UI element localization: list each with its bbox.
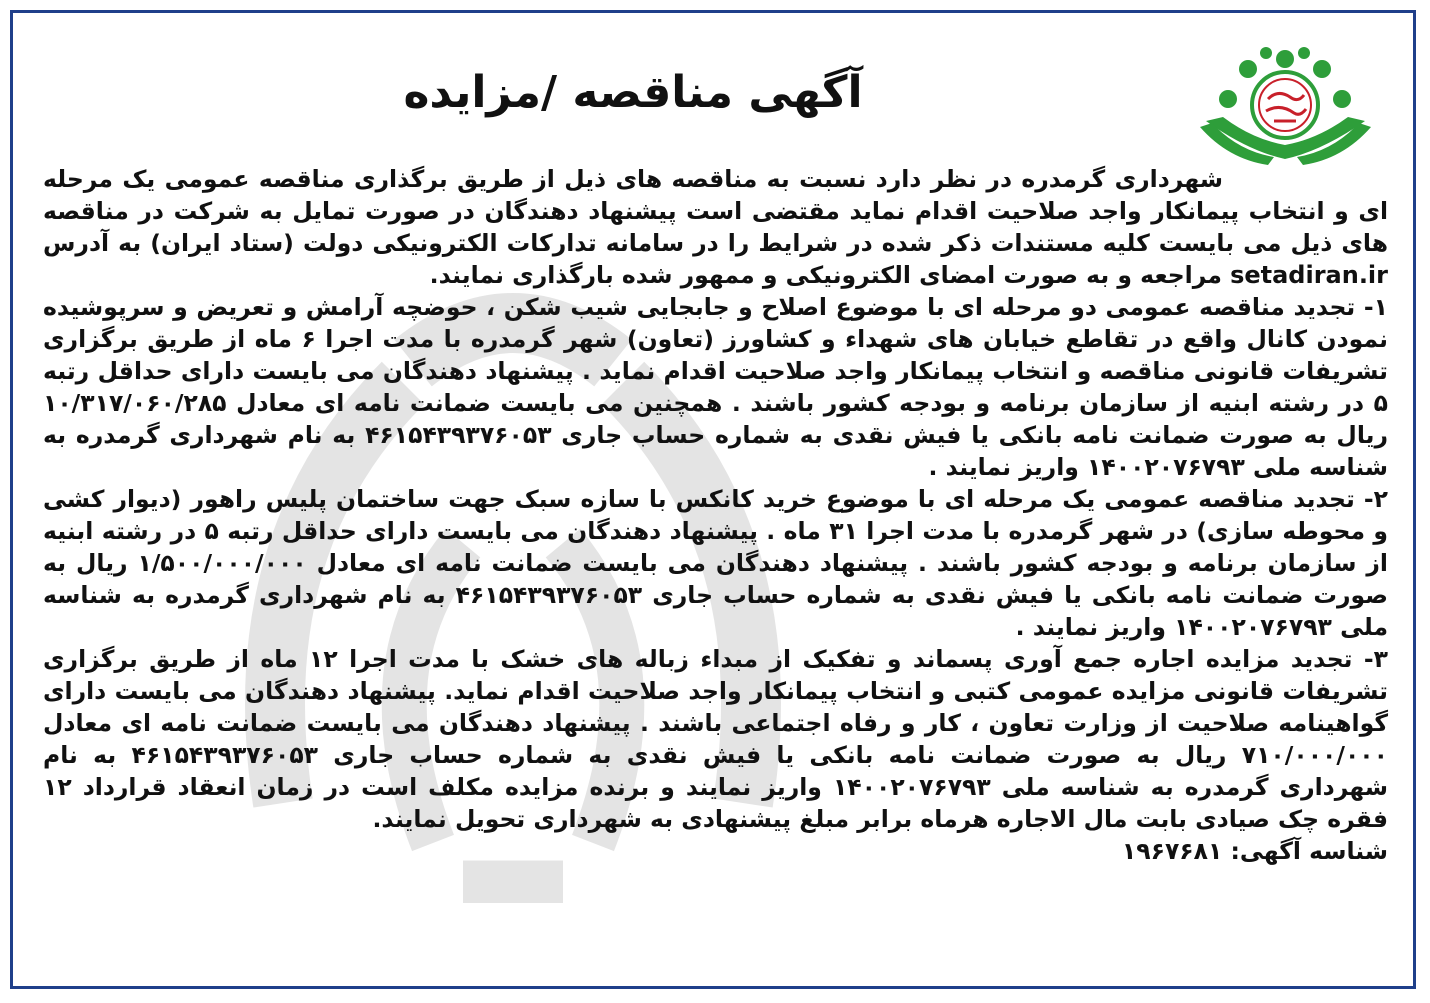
- intro-text-end: مراجعه و به صورت امضای الکترونیکی و ممهور شده بارگذاری نمایند.: [429, 261, 1222, 289]
- notice-id-label: شناسه آگهی:: [1230, 837, 1388, 865]
- notice-id-line: [43, 835, 1388, 867]
- notice-item-1: ۱- تجدید مناقصه عمومی دو مرحله ای با موضوع اصلاح و جابجایی شیب شکن ، حوضچه آرامش و تعریض و سرپوشیده نمودن کانال واقع در تقاطع خیابان های شهداء و کشاورز (تعاون) شهر گرمدره با مدت اجرا ۶ ماه از طریق برگزاری تشریفات قانونی مناقصه و انتخاب پیمانکار واجد صلاحیت اقدام نماید . پیشنهاد دهندگان می بایست دارای حداقل رتبه ۵ در رشته ابنیه از سازمان برنامه و بودجه کشور باشند . همچنین می بایست ضمانت نامه ای معادل ۱۰/۳۱۷/۰۶۰/۲۸۵ ریال به صورت ضمانت نامه بانکی یا فیش نقدی به شماره حساب جاری ۴۶۱۵۴۳۹۳۷۶۰۵۳ به نام شهرداری گرمدره به شناسه ملی ۱۴۰۰۲۰۷۶۷۹۳ واریز نمایند .: [43, 293, 1388, 481]
- setadiran-link[interactable]: setadiran.ir: [1230, 261, 1388, 289]
- notice-body: [43, 163, 1388, 867]
- notice-intro: [43, 163, 1388, 291]
- notice-frame: [10, 10, 1416, 989]
- municipality-emblem-icon: [1198, 41, 1373, 166]
- notice-item-2: ۲- تجدید مناقصه عمومی یک مرحله ای با موضوع خرید کانکس با سازه سبک جهت ساختمان پلیس راهور (دیوار کشی و محوطه سازی) در شهر گرمدره با مدت اجرا ۳۱ ماه . پیشنهاد دهندگان می بایست دارای حداقل رتبه ۵ در رشته ابنیه از سازمان برنامه و بودجه کشور باشند . پیشنهاد دهندگان می بایست ضمانت نامه ای معادل ۱/۵۰۰/۰۰۰/۰۰۰ ریال به صورت ضمانت نامه بانکی یا فیش نقدی به شماره حساب جاری ۴۶۱۵۴۳۹۳۷۶۰۵۳ به نام شهرداری گرمدره به شناسه ملی ۱۴۰۰۲۰۷۶۷۹۳ واریز نمایند .: [43, 485, 1389, 641]
- intro-text: شهرداری گرمدره در نظر دارد نسبت به مناقصه های ذیل از طریق برگذاری مناقصه عمومی یک مرحله ای و انتخاب پیمانکار واجد صلاحیت اقدام نماید مقتضی است پیشنهاد دهندگان در صورت تمایل به شرکت در مناقصه های ذیل می بایست کلیه مستندات ذکر شده در شرایط را در سامانه تدارکات الکترونیکی دولت (ستاد ایران) به آدرس: [43, 165, 1388, 257]
- notice-item-3: ۳- تجدید مزایده اجاره جمع آوری پسماند و تفکیک از مبداء زباله های خشک با مدت اجرا ۱۲ ماه از طریق برگزاری تشریفات قانونی مزایده عمومی کتبی و انتخاب پیمانکار واجد صلاحیت اقدام نماید. پیشنهاد دهندگان می بایست دارای گواهینامه صلاحیت از وزارت تعاون ، کار و رفاه اجتماعی باشند . پیشنهاد دهندگان می بایست ضمانت نامه ای معادل ۷۱۰/۰۰۰/۰۰۰ ریال به صورت ضمانت نامه بانکی یا فیش نقدی به شماره حساب جاری ۴۶۱۵۴۳۹۳۷۶۰۵۳ به نام شهرداری گرمدره به شناسه ملی ۱۴۰۰۲۰۷۶۷۹۳ واریز نمایند و برنده مزایده مکلف است در زمان انعقاد قرارداد ۱۲ فقره چک صیادی بابت مال الاجاره هرماه برابر مبلغ پیشنهادی به شهرداری تحویل نمایند.: [43, 645, 1388, 833]
- notice-id-value: ۱۹۶۷۶۸۱: [1121, 837, 1223, 865]
- notice-title: آگهی مناقصه /مزایده: [403, 67, 863, 118]
